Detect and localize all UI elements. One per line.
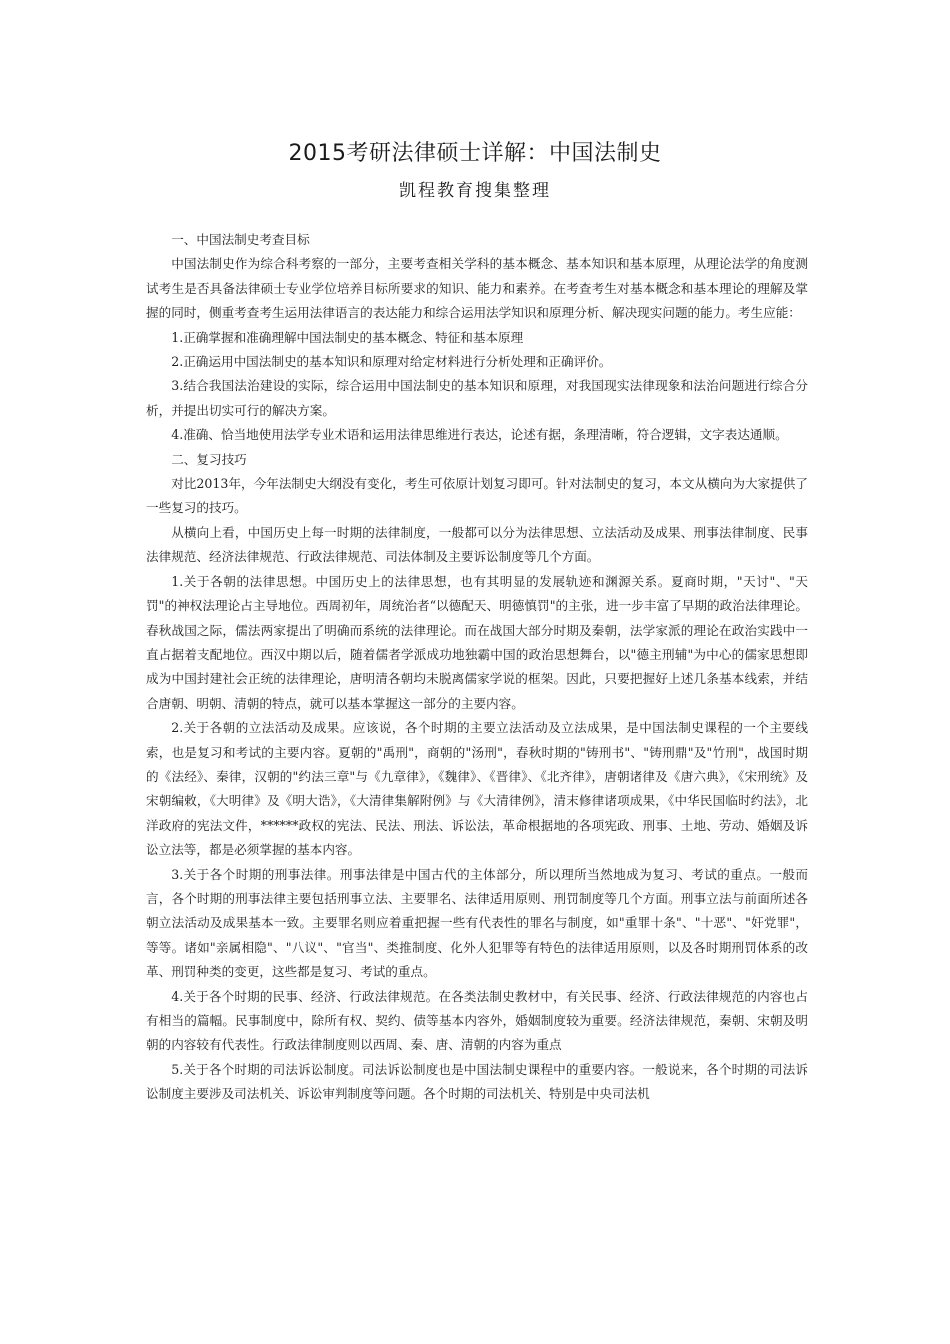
- section-heading-objectives: 一、中国法制史考查目标: [171, 232, 310, 247]
- list-item-1: 1.正确掌握和准确理解中国法制史的基本概念、特征和基本原理: [171, 329, 524, 345]
- paragraph-intro: 中国法制史作为综合科考察的一部分，主要考查相关学科的基本概念、基本知识和基本原理，从理论法学的角度测试考生是否具备法律硕士专业学位培养目标所要求的知识、能力和素养。在考查考生对基本概念和基本理论的理解及掌握的同时，侧重考查考生运用法律语言的表达能力和综合运用法学知识和原理分析、解决现实问题的能力。考生应能：: [146, 256, 808, 321]
- document-title: 2015考研法律硕士详解：中国法制史: [288, 141, 662, 166]
- tip-legislation: 2.关于各朝的立法活动及成果。应该说，各个时期的主要立法活动及立法成果，是中国法制史课程的一个主要线索，也是复习和考试的主要内容。夏朝的"禹刑"，商朝的"汤刑"，春秋时期的"铸刑书"、"铸刑鼎"及"竹刑"，战国时期的《法经》、秦律，汉朝的"约法三章"与《九章律》，《魏律》、《晋律》、《北齐律》，唐朝诸律及《唐六典》，《宋刑统》及宋朝编敕，《大明律》及《明大诰》，《大清律集解附例》与《大清律例》，清末修律诸项成果，《中华民国临时约法》，北洋政府的宪法文件，******政权的宪法、民法、刑法、诉讼法，革命根据地的各项宪政、刑事、土地、劳动、婚姻及诉讼立法等，都是必须掌握的基本内容。: [146, 720, 808, 858]
- tip-criminal-law: 3.关于各个时期的刑事法律。刑事法律是中国古代的主体部分，所以理所当然地成为复习、考试的重点。一般而言，各个时期的刑事法律主要包括刑事立法、主要罪名、法律适用原则、刑罚制度等几个方面。刑事立法与前面所述各朝立法活动及成果基本一致。主要罪名则应着重把握一些有代表性的罪名与制度，如"重罪十条"、"十恶"、"奸党罪"，等等。诸如"亲属相隐"、"八议"、"官当"、类推制度、化外人犯罪等有特色的法律适用原则，以及各时期刑罚体系的改革、刑罚种类的变更，这些都是复习、考试的重点。: [146, 866, 808, 980]
- tip-civil-economic-admin: 4.关于各个时期的民事、经济、行政法律规范。在各类法制史教材中，有关民事、经济、行政法律规范的内容也占有相当的篇幅。民事制度中，除所有权、契约、债等基本内容外，婚姻制度较为重要。经济法律规范，秦朝、宋朝及明朝的内容较有代表性。行政法律制度则以西周、秦、唐、清朝的内容为重点: [146, 988, 808, 1053]
- section-heading-review-tips: 二、复习技巧: [171, 451, 247, 467]
- document-body: [146, 228, 808, 1107]
- paragraph-comparison: 对比2013年，今年法制史大纲没有变化，考生可依原计划复习即可。针对法制史的复习，本文从横向为大家提供了一些复习的技巧。: [146, 476, 808, 516]
- tip-legal-thought: 1.关于各朝的法律思想。中国历史上的法律思想，也有其明显的发展轨迹和渊源关系。夏商时期，"天讨"、"天罚"的神权法理论占主导地位。西周初年，周统治者“以德配天、明德慎罚"的主张，进一步丰富了早期的政治法律理论。春秋战国之际，儒法两家提出了明确而系统的法律理论。而在战国大部分时期及秦朝，法学家派的理论在政治实践中一直占据着支配地位。西汉中期以后，随着儒者学派成功地独霸中国的政治思想舞台，以"德主刑辅"为中心的儒家思想即成为中国封建社会正统的法律理论，唐明清各朝均未脱离儒家学说的框架。因此，只要把握好上述几条基本线索，并结合唐朝、明朝、清朝的特点，就可以基本掌握这一部分的主要内容。: [146, 573, 808, 711]
- list-item-4: 4.准确、恰当地使用法学专业术语和运用法律思维进行表达，论述有据，条理清晰，符合逻辑，文字表达通顺。: [171, 427, 788, 443]
- list-item-3: 3.结合我国法治建设的实际，综合运用中国法制史的基本知识和原理，对我国现实法律现象和法治问题进行综合分析，并提出切实可行的解决方案。: [146, 378, 808, 418]
- list-item-2: 2.正确运用中国法制史的基本知识和原理对给定材料进行分析处理和正确评价。: [171, 354, 612, 370]
- document-subtitle: 凯程教育搜集整理: [399, 181, 551, 201]
- tip-judicial-system: 5.关于各个时期的司法诉讼制度。司法诉讼制度也是中国法制史课程中的重要内容。一般说来，各个时期的司法诉讼制度主要涉及司法机关、诉讼审判制度等问题。各个时期的司法机关、特别是中央司法机: [146, 1061, 808, 1102]
- paragraph-horizontal-view: 从横向上看，中国历史上每一时期的法律制度，一般都可以分为法律思想、立法活动及成果、刑事法律制度、民事法律规范、经济法律规范、行政法律规范、司法体制及主要诉讼制度等几个方面。: [146, 524, 808, 565]
